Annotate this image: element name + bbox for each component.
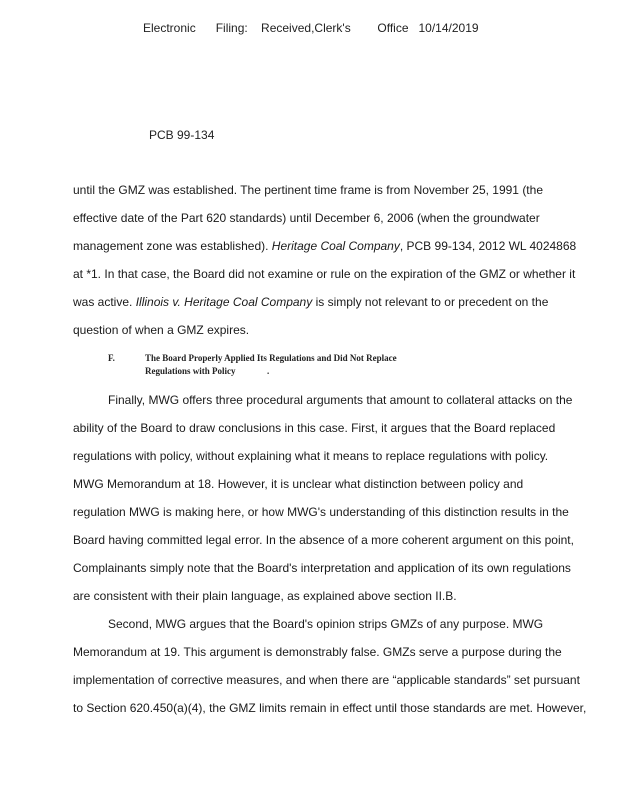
paragraph1-line-4: [73, 267, 575, 281]
case-number-header: PCB 99-134: [149, 128, 215, 142]
paragraph2-line-4: MWG Memorandum at 18. However, it is unclear what distinction between policy and: [73, 477, 524, 491]
paragraph3-line-2: Memorandum at 19. This argument is demonstrably false. GMZs serve a purpose during the: [73, 645, 562, 659]
line-text: question of when a GMZ expires.: [73, 323, 250, 337]
paragraph1-line-6: [73, 323, 249, 337]
case-citation: Heritage Coal Company: [271, 239, 400, 253]
case-citation: Illinois v. Heritage Coal Company: [135, 295, 313, 309]
line-text: effective date of the Part 620 standards) until December 6, 2006 (when the groundwater: [73, 211, 540, 225]
paragraph3-line-3: implementation of corrective measures, and when there are “applicable standards” set pursuant: [73, 673, 580, 687]
paragraph1-line-3: [73, 239, 576, 253]
section-title-dot: .: [267, 366, 270, 376]
section-letter: F.: [108, 353, 115, 363]
paragraph2-line-6: Board having committed legal error. In the absence of a more coherent argument on this point,: [73, 533, 574, 547]
paragraph3-line-1: Second, MWG argues that the Board's opinion strips GMZs of any purpose. MWG: [108, 617, 544, 631]
paragraph2-line-3: regulations with policy, without explaining what it means to replace regulations with policy.: [73, 449, 549, 463]
line-text: , PCB 99-134, 2012 WL 4024868: [399, 239, 577, 253]
paragraph1-line-2: [73, 211, 540, 225]
line-text: management zone was established).: [73, 239, 272, 253]
section-title-line-2: Regulations with Policy: [145, 366, 236, 376]
paragraph2-line-5: regulation MWG is making here, or how MWG's understanding of this distinction results in the: [73, 505, 569, 519]
line-text: was active.: [73, 295, 136, 309]
section-title-line-1: The Board Properly Applied Its Regulations and Did Not Replace: [145, 353, 397, 363]
electronic-filing-stamp: Electronic Filing: Received,Clerk's Office 10/14/2019: [143, 21, 479, 35]
paragraph2-line-2: ability of the Board to draw conclusions in this case. First, it argues that the Board replaced: [73, 421, 556, 435]
paragraph2-line-1: Finally, MWG offers three procedural arguments that amount to collateral attacks on the: [108, 393, 573, 407]
paragraph1-line-1: [73, 183, 543, 197]
line-text: until the GMZ was established. The pertinent time frame is from November 25, 1991 (the: [73, 183, 543, 197]
line-text: is simply not relevant to or precedent on the: [312, 295, 549, 309]
paragraph1-line-5: [73, 295, 548, 309]
paragraph2-line-8: are consistent with their plain language, as explained above section II.B.: [73, 589, 457, 603]
line-text: at *1. In that case, the Board did not examine or rule on the expiration of the GMZ or whether it: [73, 267, 576, 281]
paragraph3-line-4: to Section 620.450(a)(4), the GMZ limits remain in effect until those standards are met. However,: [73, 701, 587, 715]
paragraph2-line-7: Complainants simply note that the Board's interpretation and application of its own regulations: [73, 561, 571, 575]
